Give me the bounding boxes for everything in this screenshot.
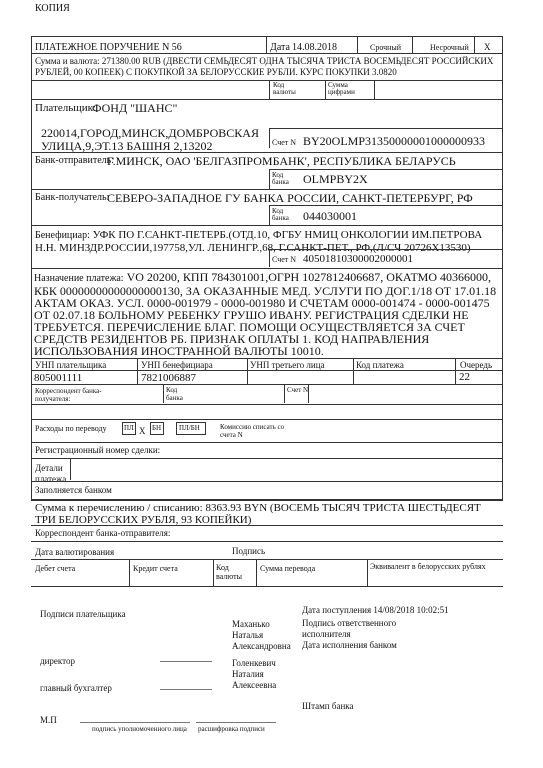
transfer-sum-label: Сумма перевода [260,564,316,573]
sender-correspondent-label: Корреспондент банка-отправителя: [35,528,171,538]
currency-date-label: Дата валютирования [35,547,115,557]
sender-bank-code-label: Код банка [272,171,289,186]
payer-account-label: Счет N [272,138,297,147]
beneficiary-label: Бенефициар: [35,230,90,241]
sender-bank-value: Г.МИНСК, ОАО 'БЕЛГАЗПРОМБАНК', РЕСПУБЛИКА БЕЛАРУСЬ [107,154,456,168]
copy-label: КОПИЯ [35,3,70,14]
charge-plbn-label: ПЛ/БН [179,424,200,432]
sender-bank-label: Банк-отправитель: [35,155,114,166]
third-party-unp-label: УНП третьего лица [250,360,325,370]
correspondent-code-label: Код банка [166,386,183,402]
director-label: директор [40,656,75,666]
sum-digits-label: Сумма цифрами [328,81,355,96]
sender-bank-code: OLMPBY2X [303,172,368,186]
queue-label: Очередь [460,360,493,370]
payer-unp-label: УНП плательщика [35,360,107,370]
registration-label: Регистрационный номер сделки: [35,445,161,455]
purpose-block [34,271,501,357]
accountant-label: главный бухгалтер [40,683,112,693]
date-value: 14.08.2018 [292,42,337,53]
payer-name: ФОНД "ШАНС" [92,101,178,115]
date-label: Дата [270,42,290,53]
charge-pl-mark: X [139,426,146,436]
signature-decode-caption: расшифровка подписи [198,725,265,733]
purpose-label: Назначение платежа: [34,273,124,284]
amount-text: Сумма и валюта: 271380.00 RUB (ДВЕСТИ СЕМЬДЕСЯТ ОДНА ТЫСЯЧА ТРИСТА ВОСЕМЬДЕСЯТ РОССИЙСКИХ РУБЛЕЙ, 00 КОПЕЕК) С ПОКУПКОЙ ЗА БЕЛОРУССКИЕ РУБЛИ. КУРС ПОКУПКИ 3.0820 [35,56,494,77]
charge-bn-label: БН [152,424,162,432]
receipt-date: Дата поступления 14/08/2018 10:02:51 [302,605,449,615]
details-label: Детали платежа [35,463,67,484]
currency-code-label: Код валюты [273,81,296,96]
payer-label: Плательщик: [35,102,96,114]
benef-unp-label: УНП бенефициара [141,360,213,370]
signature-label: Подпись [232,546,266,556]
payment-code-label: Код платежа [356,360,404,370]
bottom-currency-code-label: Код валюты [216,563,243,581]
non-urgent-mark: X [484,42,491,52]
correspondent-account-label: Счет N [287,386,309,394]
beneficiary-account: 40501810300002000001 [303,253,413,265]
payer-account: BY20OLMP31350000001000000933 [303,134,486,148]
bank-stamp-label: Штамп банка [302,701,354,711]
receiver-bank-code: 044030001 [303,209,357,223]
bank-execution-date-label: Дата исполнения банком [302,640,397,650]
receiver-bank-label: Банк-получатель: [35,192,110,203]
purpose-value: VO 20200, КПП 784301001,ОГРН 1027812406687, ОКАТМО 40366000, КБК 00000000000000000130, ЗА ОКАЗАННЫЕ МЕД. УСЛУГИ ПО ДОГ.1/18 ОТ 17.01.18 АКТАМ ОКАЗ. УСЛ. 0000-001979 - 0000-001980 И СЧЕТАМ 0000-001474 - 0000-001475 ОТ 02.07.18 БОЛЬНОМУ РЕБЕНКУ ГРУШО ИВАНУ. РЕГИСТРАЦИЯ СДЕЛКИ НЕ ТРЕБУЕТСЯ. ПЕРЕЧИСЛЕНИЕ БЛАГ. ПОМОЩИ ОСУЩЕСТВЛЯЕТСЯ ЗА СЧЕТ СРЕДСТВ РЕЗИДЕНТОВ РБ. ПРИЗНАК ОПЛАТЫ 1. КОД НАПРАВЛЕНИЯ ИСПОЛЬЗОВАНИЯ ИНОСТРАННОЙ ВАЛЮТЫ 10010. [34,270,497,358]
receiver-bank-value: СЕВЕРО-ЗАПАДНОЕ ГУ БАНКА РОССИИ, САНКТ-ПЕТЕРБУРГ, РФ [107,191,473,205]
commission-label: Комиссию списать со счета N [220,423,285,439]
queue-value: 22 [459,371,470,383]
debit-account-label: Дебет счета [35,564,76,573]
responsible-signature-label: Подпись ответственного исполнителя [302,618,397,639]
payer-signatures-title: Подписи плательщика [40,609,126,619]
transfer-amount: Сумма к перечислению / списанию: 8363.93 BYN (ВОСЕМЬ ТЫСЯЧ ТРИСТА ШЕСТЬДЕСЯТ ТРИ БЕЛОРУССКИХ РУБЛЯ, 93 КОПЕЙКИ) [35,502,481,526]
beneficiary-account-label: Счет N [272,255,297,264]
payer-address: 220014,ГОРОД,МИНСК,ДОМБРОВСКАЯ УЛИЦА,9,ЭТ.13 БАШНЯ 2,13202 [41,126,259,153]
correspondent-label: Корреспондент банка-получателя: [35,387,102,403]
payer-unp: 805001111 [34,372,83,384]
document-title: ПЛАТЕЖНОЕ ПОРУЧЕНИЕ N 56 [35,42,182,53]
bank-fill-label: Заполняется банком [35,485,112,495]
accountant-name: Голенкевич Наталия Алексеевна [232,658,277,690]
charges-label: Расходы по переводу [35,424,107,433]
beneficiary-block [35,229,501,255]
urgent-label: Срочный [370,43,402,52]
beneficiary-value: УФК ПО Г.САНКТ-ПЕТЕРБ.(ОТД.10, ФГБУ НМИЦ ОНКОЛОГИИ ИМ.ПЕТРОВА Н.Н. МИНЗДР.РОССИИ,197758,УЛ. ЛЕНИНГР.,68, Г.САНКТ-ПЕТ., РФ,(Л/СЧ 20726X13530) [35,229,483,254]
charge-pl-label: ПЛ [124,424,134,432]
authorized-signature-caption: подпись уполномоченного лица [92,725,187,733]
non-urgent-label: Несрочный [430,43,469,52]
benef-unp: 7821006887 [141,372,196,384]
receiver-bank-code-label: Код банка [272,207,289,222]
mp-label: М.П [40,715,57,725]
equivalent-label: Эквивалент в белорусских рублях [370,562,486,571]
director-name: Маханько Наталья Александровна [232,619,291,651]
credit-account-label: Кредит счета [133,564,178,573]
